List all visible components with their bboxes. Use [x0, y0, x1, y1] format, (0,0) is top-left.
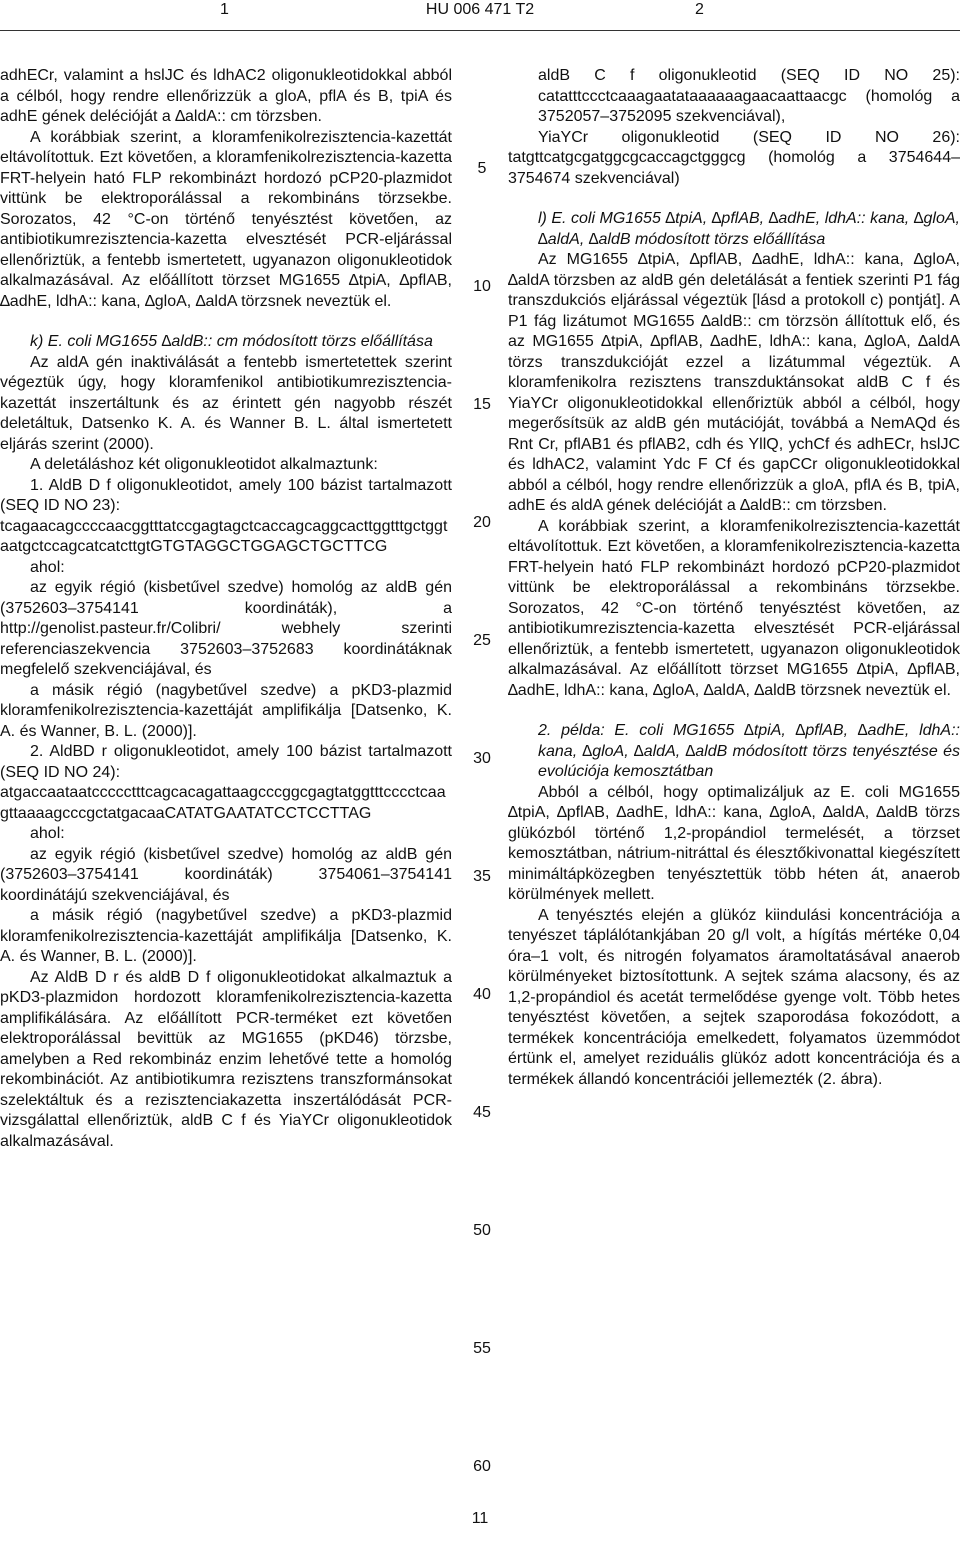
- paragraph: aldB C f oligonukleotid (SEQ ID NO 25): catatttccctcaaagaatataaaaaagaacaattaacgc (homológ a 3752057–3752095 szekvenciával),: [538, 67, 960, 125]
- line-numbers: [462, 0, 502, 1541]
- line-number: 20: [473, 514, 491, 531]
- paragraph: Az AldB D r és aldB D f oligonukleotidokat alkalmaztuk a pKD3-plazmidon hordozott kloramfenikolrezisztencia-kazetta amplifikálására. Az előállított PCR-terméket ezt követően elektroporálással bevittük az MG1655 (pKD46) törzsbe, amelyben a Red rekombináz enzim lehetővé tette a homológ rekombinációt. Az antibiotikumra rezisztens transzformánsokat szelektáltuk és a rezisztenciakazetta inszertálódását PCR-vizsgálattal ellenőriztük, aldB C f és YiaYCr oligonukleotidok alkalmazásával.: [0, 968, 452, 1150]
- page-footer: [0, 1510, 960, 1528]
- document-id: HU 006 471 T2: [425, 1, 535, 18]
- footer-page-number: 11: [471, 1510, 489, 1527]
- paragraph: a másik régió (nagybetűvel szedve) a pKD3-plazmid kloramfenikolrezisztencia-kazettáját amplifikálja [Datsenko, K. A. és Wanner, B. L. (2000)].: [0, 681, 452, 740]
- paragraph: adhECr, valamint a hslJC és ldhAC2 oligonukleotidokkal abból a célból, hogy rendre ellenőrizzük a gloA, pflA és B, tpiA és adhE gének delécióját a ∆aldA:: cm törzsben.: [0, 67, 452, 125]
- paragraph: A deletáláshoz két oligonukleotidot alkalmaztunk:: [30, 456, 378, 473]
- line-number: 60: [473, 1458, 491, 1475]
- page-number-left: 1: [220, 1, 229, 18]
- line-number: 15: [473, 396, 491, 413]
- paragraph: Abból a célból, hogy optimalizáljuk az E. coli MG1655 ∆tpiA, ∆pflAB, ∆adhE, ldhA:: kana, ∆gloA, ∆aldA, ∆aldB törzs glükózból történő 1,2-propándiol termelését, a törzset kemosztátban, nátrium-nitráttal és élesztőkivonattal kiegészített minimáltápközegben tenyésztettük több héten át, anaerob körülmények mellett.: [508, 783, 960, 903]
- paragraph: az egyik régió (kisbetűvel szedve) homológ az aldB gén (3752603–3754141 koordináták), a http://genolist.pasteur.fr/Colibri/ webhely szerinti referenciaszekvencia 3752603–3752683 koordinátáknak megfelelő szekvenciájával, és: [0, 579, 452, 678]
- paragraph: ahol:: [30, 825, 65, 842]
- line-number: 5: [477, 160, 487, 177]
- paragraph: a másik régió (nagybetűvel szedve) a pKD3-plazmid kloramfenikolrezisztencia-kazettáját amplifikálja [Datsenko, K. A. és Wanner, B. L. (2000)].: [0, 907, 452, 965]
- line-number: 10: [473, 278, 491, 295]
- line-number: 40: [473, 986, 491, 1003]
- paragraph: Az MG1655 ∆tpiA, ∆pflAB, ∆adhE, ldhA:: kana, ∆gloA, ∆aldA törzsben az aldB gén deletálását a fentiek szerinti P1 fág transzdukciós eljárással végeztük [lásd a protokoll c) pontját]. A P1 fág lizátumot MG1655 ∆aldB:: cm törzsön állítottuk elő, és az MG1655 ∆tpiA, ∆pflAB, ∆adhE, ldhA:: kana, ∆gloA, ∆aldA törzs transzdukcióját ezzel a lizátummal végeztük. A kloramfenikolra rezisztens transzduktánsokat aldB C f és YiaYCr oligonukleotidokkal ellenőriztük abból a célból, hogy megerősítsük az aldB gén mutációját, továbbá a NemAQd és Rnt Cr, pflAB1 és pflAB2, cdh és YllQ, ychCf és adhECr, hslJC és ldhAC2, valamint Ydc F Cf és gapCCr oligonukleotidokkal abból a célból, hogy rendre ellenőrizzük a gloA, pflA és B, tpiA, adhE és aldA gének delécióját a ∆aldB:: cm törzsben.: [508, 251, 960, 514]
- paragraph: A korábbiak szerint, a kloramfenikolrezisztencia-kazettát eltávolítottuk. Ezt követően, a kloramfenikolrezisztencia-kazetta FRT-helyein ható FLP rekombinázt hordozó pCP20-plazmidot vittünk be elektroporálással a rekombináns törzsekbe. Sorozatos, 42 °C-on történő tenyésztést követően, az antibiotikumrezisztencia-kazetta elvesztését PCR-eljárással ellenőriztük, a fentebb ismertetett, ugyanazon oligonukleotidok alkalmazásával. Az előállított törzset MG1655 ∆tpiA, ∆pflAB, ∆adhE, ldhA:: kana, ∆gloA, ∆aldA, ∆aldB törzsnek neveztük el.: [508, 517, 960, 699]
- left-column: [0, 66, 452, 1152]
- sequence: atgaccaataatccccctttcagcacagattaagcccggcgagtatggtttcccctcaagttaaaagcccgctatgacaaCATATGAATATCCTCCTTAG: [0, 784, 446, 822]
- paragraph: YiaYCr oligonukleotid (SEQ ID NO 26): tatgttcatgcgatggcgcaccagctgggcg (homológ a 3754644–3754674 szekvenciával): [508, 128, 960, 187]
- paragraph: 2. AldBD r oligonukleotidot, amely 100 bázist tartalmazott (SEQ ID NO 24):: [0, 743, 452, 781]
- paragraph: 1. AldB D f oligonukleotidot, amely 100 bázist tartalmazott (SEQ ID NO 23):: [0, 476, 452, 514]
- paragraph: ahol:: [30, 558, 65, 576]
- section-heading: k) E. coli MG1655 ∆aldB:: cm módosított törzs előállítása: [30, 333, 433, 350]
- paragraph: A korábbiak szerint, a kloramfenikolrezisztencia-kazettát eltávolítottuk. Ezt követően, a kloramfenikolrezisztencia-kazetta FRT-helyein ható FLP rekombinázt hordozó pCP20-plazmidot vittünk be elektroporálással a rekombináns törzsekbe. Sorozatos, 42 °C-on történő tenyésztést követően, az antibiotikumrezisztencia-kazetta elvesztését PCR-eljárással ellenőriztük, a fentebb ismertetett, ugyanazon oligonukleotidok alkalmazásával. Az előállított törzset MG1655 ∆tpiA, ∆pflAB, ∆adhE, ldhA:: kana, ∆gloA, ∆aldA törzsnek neveztük el.: [0, 128, 452, 310]
- page-number-right: 2: [695, 1, 704, 18]
- line-number: 25: [473, 632, 491, 649]
- section-heading: l) E. coli MG1655 ∆tpiA, ∆pflAB, ∆adhE, ldhA:: kana, ∆gloA, ∆aldA, ∆aldB módosított törzs előállítása: [538, 210, 960, 248]
- right-column: [508, 66, 960, 1090]
- paragraph: A tenyésztés elején a glükóz kiindulási koncentrációja a tenyészet táplálótankjában 20 g/l volt, a hígítás mértéke 0,04 óra–1 volt, és nitrogén folyamatos áramoltatásával anaerob körülményeket biztosítottunk. A sejtek száma alacsony, és az 1,2-propándiol és acetát termelődése gyenge volt. Több hetes tenyésztést követően, a sejtek szaporodása fokozódott, a termékek koncentrációja emelkedett, folyamatos üzemmódot értünk el, amelyet reziduális glükóz adott koncentrációja és a termékek állandó koncentrációi jellemezték (2. ábra).: [508, 906, 960, 1088]
- line-number: 45: [473, 1104, 491, 1121]
- paragraph: Az aldA gén inaktiválását a fentebb ismertetettek szerint végeztük úgy, hogy kloramfenikol antibiotikumrezisztencia-kazettát inszertáltunk és az érintett gén nagyobb részét deletáltuk, Datsenko K. A. és Wanner B. L. által ismertetett eljárás szerint (2000).: [0, 353, 452, 453]
- example-heading: 2. példa: E. coli MG1655 ∆tpiA, ∆pflAB, ∆adhE, ldhA:: kana, ∆gloA, ∆aldA, ∆aldB módosított törzs tenyésztése és evolúciója kemosztátban: [538, 722, 960, 780]
- sequence: tcagaacagccccaacggtttatccgagtagctcaccagcaggcacttggtttgctggtaatgctccagcatcatcttgtGTGTAGGCTGGAGCTGCTTCG: [0, 517, 448, 555]
- paragraph: az egyik régió (kisbetűvel szedve) homológ az aldB gén (3752603–3754141 koordináták) 3754061–3754141 koordinátájú szekvenciájával, és: [0, 845, 452, 904]
- line-number: 35: [473, 868, 491, 885]
- line-number: 50: [473, 1222, 491, 1239]
- line-number: 55: [473, 1340, 491, 1357]
- line-number: 30: [473, 750, 491, 767]
